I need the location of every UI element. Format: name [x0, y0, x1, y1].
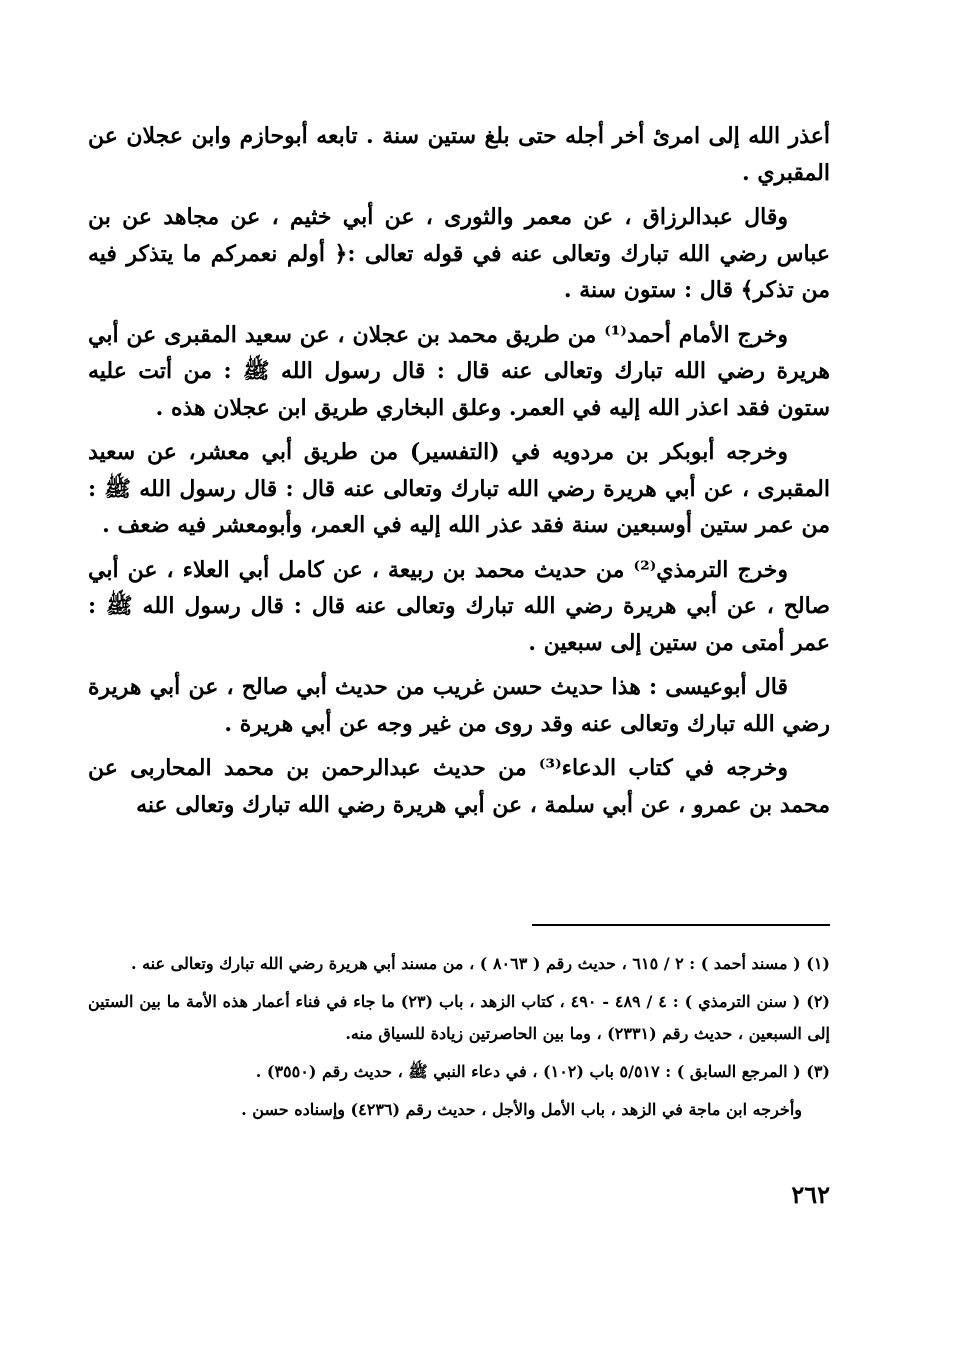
footnote-separator — [532, 924, 830, 926]
paragraph: وقال عبدالرزاق ، عن معمر والثورى ، عن أبي خثيم ، عن مجاهد عن بن عباس رضي الله تبارك وتعالى عنه في قوله تعالى :﴿ أولم نعمركم ما يتذكر فيه من تذكر﴾ قال : ستون سنة . — [88, 204, 830, 303]
main-text — [88, 118, 830, 831]
footnote-continuation: وأخرجه ابن ماجة في الزهد ، باب الأمل والأجل ، حديث رقم (٤٢٣٦) وإسناده حسن . — [241, 1100, 802, 1119]
paragraph: وخرجه أبوبكر بن مردويه في (التفسير) من طريق أبي معشر، عن سعيد المقبرى ، عن أبي هريرة رضي الله تبارك وتعالى عنه قال : قال رسول الله ﷺ : من عمر ستين أوسبعين سنة فقد عذر الله إليه في العمر، وأبومعشر فيه ضعف . — [88, 439, 830, 538]
paragraph: وخرجه في كتاب الدعاء⁽³⁾ من حديث عبدالرحمن بن محمد المحاربى عن محمد بن عمرو ، عن أبي سلمة ، عن أبي هريرة رضي الله تبارك وتعالى عنه — [88, 755, 830, 818]
page-number: ٢٦٢ — [791, 1180, 830, 1209]
paragraph: أعذر الله إلى امرئ أخر أجله حتى بلغ ستين سنة . تابعه أبوحازم وابن عجلان عن المقبري . — [88, 123, 830, 186]
footnotes — [88, 948, 830, 1132]
footnote: (٢) ( سنن الترمذي ) : ٤ / ٤٨٩ - ٤٩٠ ، كتاب الزهد ، باب (٢٣) ما جاء في فناء أعمار هذه الأمة ما بين الستين إلى السبعين ، حديث رقم (٢٣٣١) ، وما بين الحاصرتين زيادة للسياق منه. — [88, 992, 830, 1043]
footnote: (١) ( مسند أحمد ) : ٢ / ٦١٥ ، حديث رقم ( ٨٠٦٣ ) ، من مسند أبي هريرة رضي الله تبارك وتعالى عنه . — [130, 954, 830, 973]
paragraph: قال أبوعيسى : هذا حديث حسن غريب من حديث أبي صالح ، عن أبي هريرة رضي الله تبارك وتعالى عنه وقد روى من غير وجه عن أبي هريرة . — [88, 674, 830, 737]
footnote: (٣) ( المرجع السابق ) : ٥/٥١٧ باب (١٠٢) ، في دعاء النبي ﷺ ، حديث رقم (٣٥٥٠) . — [255, 1062, 830, 1081]
paragraph: وخرج الأمام أحمد⁽¹⁾ من طريق محمد بن عجلان ، عن سعيد المقبرى عن أبي هريرة رضي الله تبارك وتعالى عنه قال : قال رسول الله ﷺ : من أتت عليه ستون فقد اعذر الله إليه في العمر. وعلق البخاري طريق ابن عجلان هذه . — [88, 321, 830, 421]
paragraph: وخرج الترمذي⁽²⁾ من حديث محمد بن ربيعة ، عن كامل أبي العلاء ، عن أبي صالح ، عن أبي هريرة رضي الله تبارك وتعالى عنه قال : قال رسول الله ﷺ : عمر أمتى من ستين إلى سبعين . — [88, 556, 830, 656]
